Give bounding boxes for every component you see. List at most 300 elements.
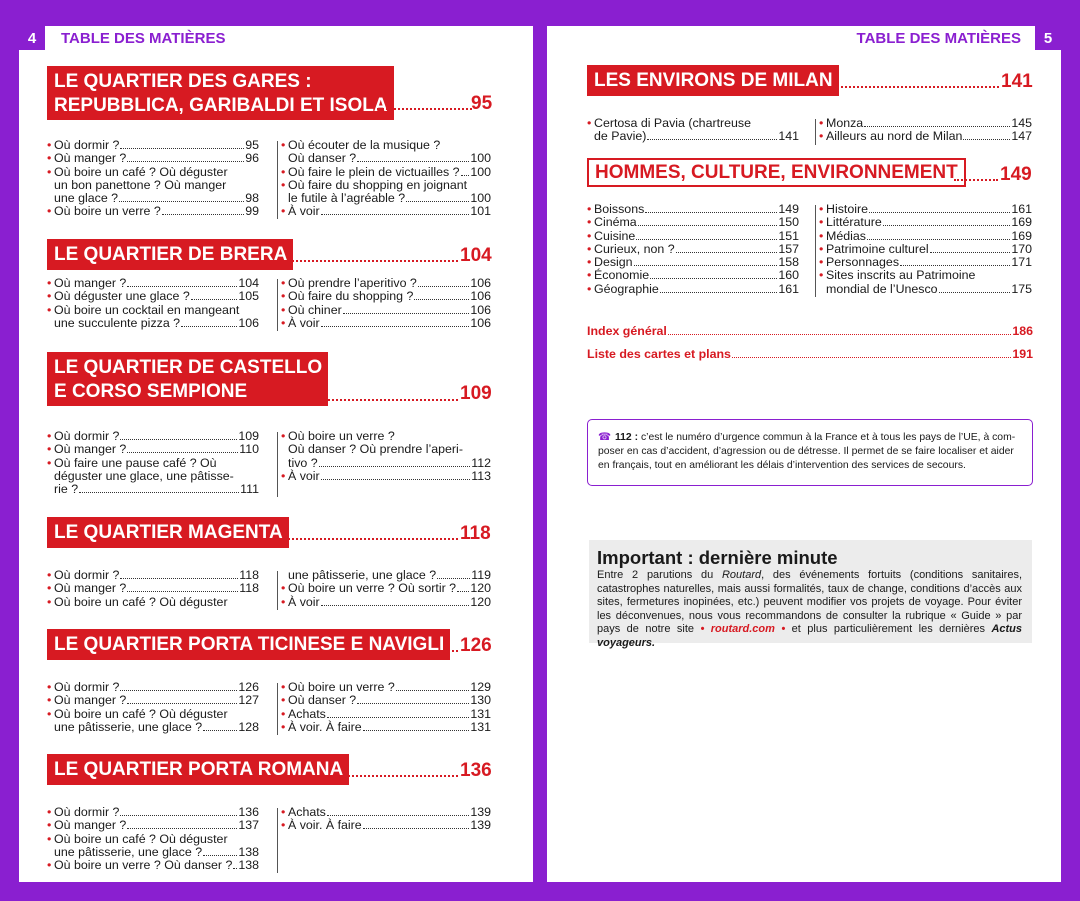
bullet: • — [47, 568, 52, 582]
entry-label: Économie — [594, 268, 650, 283]
column-divider — [277, 432, 278, 497]
column-divider — [277, 808, 278, 873]
section-title — [47, 66, 394, 120]
entry-label: Où dormir ? — [54, 805, 120, 819]
entry-label: Où danser ? Où prendre l’aperi- — [288, 442, 463, 457]
entry-label: Où manger ? — [54, 442, 127, 457]
bullet: • — [47, 680, 52, 694]
bullet: • — [819, 228, 824, 243]
toc-entry[interactable] — [47, 596, 259, 609]
dot-leader — [869, 212, 1010, 213]
bullet: • — [587, 202, 592, 216]
dot-leader — [335, 775, 458, 777]
toc-entry[interactable] — [281, 582, 491, 595]
entry-label: Géographie — [594, 281, 659, 296]
dot-leader — [120, 578, 238, 579]
dot-leader — [203, 730, 237, 731]
toc-entry[interactable] — [47, 317, 259, 330]
entry-label: Où manger ? — [54, 693, 127, 708]
entry-page: 145 — [1011, 116, 1032, 130]
entry-label: une pâtisserie, une glace ? — [288, 568, 437, 582]
toc-entry[interactable] — [281, 139, 491, 152]
bullet: • — [47, 151, 52, 166]
dot-leader — [120, 815, 237, 816]
bullet: • — [281, 276, 286, 290]
toc-entry[interactable] — [281, 152, 491, 165]
important-title: Important : dernière minute — [597, 547, 838, 568]
bullet: • — [47, 693, 52, 708]
toc-entry[interactable] — [587, 269, 799, 282]
bullet: • — [47, 138, 52, 152]
entry-label: déguster une glace, une pâtisse- — [54, 468, 234, 483]
toc-entry[interactable] — [281, 317, 491, 330]
bullet: • — [47, 276, 52, 290]
toc-entry[interactable] — [281, 596, 491, 609]
dot-leader — [321, 605, 470, 606]
bullet: • — [281, 680, 286, 694]
toc-entry[interactable] — [47, 166, 259, 179]
dot-leader — [343, 313, 470, 314]
entries-col-2 — [819, 117, 1032, 144]
emergency-number: 112 : — [614, 432, 639, 443]
toc-entry[interactable] — [819, 256, 1032, 269]
dot-leader — [127, 161, 244, 162]
emergency-text: c’est le numéro d’urgence commun à la France et à tous les pays de l’UE, à com- poser en cas d’accident, d’agression ou de détresse. Il permet de se faire localiser et aider en français, tout en améliorant les délais d’intervention des services de secours. — [598, 432, 1016, 471]
entry-page: 111 — [240, 482, 259, 497]
bullet: • — [819, 255, 824, 270]
toc-entry[interactable] — [47, 721, 259, 734]
entry-page: 161 — [778, 281, 799, 296]
dot-leader — [377, 108, 472, 110]
entries-col-1 — [47, 139, 259, 219]
toc-entry[interactable] — [587, 243, 799, 256]
entry-label: Où écouter de la musique ? — [288, 138, 441, 152]
toc-entry[interactable] — [47, 277, 259, 290]
entry-page: 96 — [245, 151, 259, 166]
entry-label: Cinéma — [594, 215, 637, 230]
entry-page: 100 — [470, 151, 491, 166]
dot-leader — [427, 650, 458, 652]
entry-label: Ailleurs au nord de Milan — [826, 129, 963, 144]
entries-col-2 — [281, 569, 491, 609]
entry-label: Où manger ? — [54, 151, 127, 166]
entry-label: Médias — [826, 228, 866, 243]
toc-entry[interactable] — [47, 152, 259, 165]
entry-label: Où manger ? — [54, 276, 127, 290]
actus-link[interactable]: Actus voyageurs. — [597, 623, 1022, 649]
toc-entry[interactable] — [281, 277, 491, 290]
entry-label: Où chiner — [288, 302, 342, 317]
entries-col-1 — [47, 569, 259, 609]
toc-entry[interactable] — [587, 283, 799, 296]
entry-page: 118 — [239, 568, 259, 582]
entry-page: 106 — [470, 289, 491, 304]
toc-entry[interactable] — [281, 430, 491, 443]
entry-label: Où manger ? — [54, 581, 127, 596]
toc-entry[interactable] — [281, 457, 491, 470]
toc-entry[interactable] — [47, 483, 259, 496]
entry-page: 128 — [238, 719, 259, 734]
entry-page: 100 — [470, 164, 491, 179]
entry-label: Monza — [826, 116, 864, 130]
entry-label: Curieux, non ? — [594, 241, 675, 256]
entry-page: 101 — [470, 204, 491, 219]
entry-page: 120 — [470, 581, 491, 596]
bullet: • — [819, 241, 824, 256]
entry-page: 150 — [778, 215, 799, 230]
toc-entry[interactable] — [819, 130, 1032, 143]
toc-entry[interactable] — [281, 819, 491, 832]
toc-entry[interactable] — [281, 470, 491, 483]
dot-leader — [867, 239, 1010, 240]
toc-entry[interactable] — [587, 203, 799, 216]
dot-leader — [275, 260, 458, 262]
toc-entry[interactable] — [281, 290, 491, 303]
toc-entry[interactable] — [47, 205, 259, 218]
entry-page: 149 — [778, 202, 799, 216]
entry-label: Où boire un verre ? — [54, 204, 161, 219]
entry-label: Où faire une pause café ? Où — [54, 455, 217, 470]
dot-leader — [321, 479, 471, 480]
important-text — [597, 569, 1022, 650]
dot-leader — [363, 730, 470, 731]
entry-label: Où boire un verre ? Où danser ? — [54, 858, 233, 873]
dot-leader — [311, 399, 458, 401]
bullet: • — [47, 858, 52, 873]
link-label: Liste des cartes et plans — [587, 347, 731, 361]
dot-leader — [127, 828, 237, 829]
entry-page: 147 — [1011, 129, 1032, 144]
bullet: • — [819, 268, 824, 283]
dot-leader — [636, 239, 777, 240]
bullet: • — [47, 302, 52, 317]
bullet: • — [281, 805, 286, 819]
link-label: Index général — [587, 324, 667, 338]
bullet: • — [281, 818, 286, 833]
toc-entry[interactable] — [587, 216, 799, 229]
toc-entry[interactable] — [819, 283, 1032, 296]
entry-label: Où boire un verre ? — [288, 680, 395, 694]
entry-label: Où manger ? — [54, 818, 127, 833]
phone-icon: ☎ — [598, 432, 611, 443]
entry-page: 100 — [470, 191, 491, 206]
toc-entry[interactable] — [819, 230, 1032, 243]
toc-entry[interactable] — [47, 859, 259, 872]
entry-page: 170 — [1011, 241, 1032, 256]
dot-leader — [327, 815, 469, 816]
entry-page: 99 — [245, 204, 259, 219]
bullet: • — [587, 241, 592, 256]
toc-entry[interactable] — [47, 457, 259, 470]
toc-entry[interactable] — [819, 243, 1032, 256]
dot-leader — [963, 139, 1010, 140]
entry-page: 109 — [238, 429, 259, 443]
entry-page: 118 — [239, 581, 259, 596]
bullet: • — [47, 706, 52, 721]
section-page: 104 — [460, 245, 492, 266]
toc-entry[interactable] — [47, 708, 259, 721]
toc-entry[interactable] — [47, 681, 259, 694]
entry-page: 129 — [470, 680, 491, 694]
dot-leader — [930, 252, 1011, 253]
toc-entry[interactable] — [281, 443, 491, 456]
toc-entry[interactable] — [281, 179, 491, 192]
entries-col-1 — [47, 430, 259, 496]
section-title: LE QUARTIER DE BRERA — [47, 239, 293, 270]
dot-leader — [939, 292, 1011, 293]
entry-label: À voir. À faire — [288, 719, 362, 734]
entry-page: 157 — [778, 241, 799, 256]
section-title: HOMMES, CULTURE, ENVIRONNEMENT — [587, 158, 966, 187]
entry-label: Cuisine — [594, 228, 636, 243]
column-divider — [277, 683, 278, 735]
dot-leader — [634, 265, 778, 266]
page-number: 5 — [1035, 26, 1061, 50]
section-page: 136 — [460, 760, 492, 781]
toc-entry[interactable] — [47, 192, 259, 205]
entry-page: 138 — [238, 858, 260, 873]
entry-label: de Pavie) — [594, 129, 647, 144]
entry-label: rie ? — [54, 482, 79, 497]
dot-leader — [120, 690, 237, 691]
entry-label: Achats — [288, 805, 326, 819]
bullet: • — [47, 164, 52, 179]
bullet: • — [819, 129, 824, 144]
entry-page: 131 — [470, 719, 491, 734]
right-page-header — [857, 26, 1061, 50]
toc-entry[interactable] — [47, 569, 259, 582]
bullet: • — [281, 138, 286, 152]
entry-page: 139 — [470, 818, 491, 833]
entry-page: 151 — [778, 228, 799, 243]
bullet: • — [587, 215, 592, 230]
entry-page: 131 — [470, 706, 491, 721]
dot-leader — [829, 86, 999, 88]
entry-label: Où danser ? — [288, 693, 357, 708]
section-title: LE QUARTIER PORTA TICINESE E NAVIGLI — [47, 629, 450, 660]
toc-entry[interactable] — [281, 304, 491, 317]
site-link[interactable]: • routard.com • — [700, 623, 786, 635]
entry-label: Où prendre l’aperitivo ? — [288, 276, 417, 290]
maps-list-link[interactable] — [587, 347, 1033, 361]
entry-page: 119 — [471, 568, 491, 582]
important-box — [589, 540, 1032, 649]
entry-label: une glace ? — [54, 191, 119, 206]
section-page: 126 — [460, 635, 492, 656]
dot-leader — [203, 855, 237, 856]
entry-label: Où danser ? — [288, 151, 357, 166]
bullet: • — [281, 302, 286, 317]
entry-label: Certosa di Pavia (chartreuse — [594, 116, 752, 130]
toc-entry[interactable] — [819, 216, 1032, 229]
index-link[interactable] — [587, 324, 1033, 338]
running-title: TABLE DES MATIÈRES — [856, 29, 1021, 47]
dot-leader — [406, 201, 469, 202]
toc-entry[interactable] — [819, 269, 1032, 282]
entry-page: 161 — [1011, 202, 1032, 216]
bullet: • — [281, 177, 286, 192]
text-part: , des événements fortuits (conditions sanitaires, catastrophes naturelles, mais aussi formalités, taux de change, conditions d’accès aux sites, fermetures inopinées, etc.) peuvent modifier vos projets de voyage. Pour éviter les déconvenues, nous vous recommandons de consulter la rubrique « Guide » par pays de notre site — [597, 569, 1022, 635]
toc-entry[interactable] — [47, 833, 259, 846]
toc-entry[interactable] — [47, 139, 259, 152]
entry-label: Où boire un café ? Où déguster — [54, 831, 228, 846]
toc-entry[interactable] — [587, 130, 799, 143]
toc-entry[interactable] — [47, 582, 259, 595]
bullet: • — [47, 289, 52, 304]
entry-page: 137 — [238, 818, 259, 833]
bullet: • — [281, 581, 286, 596]
entry-page: 139 — [470, 805, 491, 819]
section-page: 118 — [460, 523, 491, 544]
dot-leader — [900, 265, 1010, 266]
dot-leader — [864, 126, 1010, 127]
toc-entry[interactable] — [47, 290, 259, 303]
entries-col-2 — [281, 139, 491, 219]
section-page: 149 — [1000, 164, 1032, 185]
entry-label: À voir — [288, 204, 320, 219]
dot-leader — [457, 591, 469, 592]
toc-entry[interactable] — [47, 819, 259, 832]
entry-page: 138 — [238, 844, 259, 859]
entries-col-1 — [587, 203, 799, 296]
toc-entry[interactable] — [47, 470, 259, 483]
toc-entry[interactable] — [47, 806, 259, 819]
dot-leader — [645, 212, 777, 213]
toc-entry[interactable] — [47, 304, 259, 317]
toc-entry[interactable] — [47, 179, 259, 192]
bullet: • — [47, 581, 52, 596]
section-page: 141 — [1001, 71, 1033, 92]
dot-leader — [120, 148, 244, 149]
entry-label: tivo ? — [288, 455, 318, 470]
bullet: • — [587, 281, 592, 296]
entry-label: Où faire du shopping ? — [288, 289, 414, 304]
bullet: • — [819, 116, 824, 130]
entry-label: À voir — [288, 468, 320, 483]
entry-label: Littérature — [826, 215, 882, 230]
emergency-info-box — [587, 419, 1033, 486]
dot-leader — [127, 452, 238, 453]
text-part: Entre 2 parutions du — [597, 569, 722, 581]
entry-page: 106 — [238, 315, 259, 330]
entry-page: 106 — [470, 276, 491, 290]
dot-leader — [732, 357, 1011, 358]
column-divider — [277, 279, 278, 331]
dot-leader — [79, 492, 239, 493]
bullet: • — [281, 693, 286, 708]
entry-label: une succulente pizza ? — [54, 315, 181, 330]
entries-col-1 — [587, 117, 799, 144]
entry-page: 110 — [239, 442, 259, 457]
entry-label: Où déguster une glace ? — [54, 289, 190, 304]
page-number: 4 — [19, 26, 45, 50]
bullet: • — [281, 468, 286, 483]
toc-entry[interactable] — [281, 166, 491, 179]
dot-leader — [363, 828, 470, 829]
toc-entry[interactable] — [47, 430, 259, 443]
entry-page: 158 — [778, 255, 799, 270]
dot-leader — [162, 214, 244, 215]
toc-entry[interactable] — [819, 203, 1032, 216]
entry-label: Où faire du shopping en joignant — [288, 177, 468, 192]
toc-entry[interactable] — [281, 721, 491, 734]
entry-label: une pâtisserie, une glace ? — [54, 844, 203, 859]
section-title: LES ENVIRONS DE MILAN — [587, 65, 839, 96]
section-title — [47, 352, 328, 406]
section-title: LE QUARTIER MAGENTA — [47, 517, 289, 548]
toc-entry[interactable] — [281, 569, 491, 582]
entry-label: Où dormir ? — [54, 429, 120, 443]
bullet: • — [47, 818, 52, 833]
dot-leader — [954, 179, 998, 181]
bullet: • — [587, 255, 592, 270]
dot-leader — [191, 299, 238, 300]
toc-entry[interactable] — [47, 846, 259, 859]
dot-leader — [321, 326, 470, 327]
link-page: 186 — [1012, 324, 1033, 338]
dot-leader — [437, 578, 470, 579]
entry-label: Où boire un café ? Où déguster — [54, 164, 228, 179]
toc-entry[interactable] — [281, 205, 491, 218]
entry-label: Sites inscrits au Patrimoine — [826, 268, 976, 283]
entry-page: 141 — [778, 129, 799, 144]
bullet: • — [47, 204, 52, 219]
entry-label: mondial de l’Unesco — [826, 281, 938, 296]
toc-entry[interactable] — [587, 117, 799, 130]
entry-page: 169 — [1011, 215, 1032, 230]
entry-page: 127 — [238, 693, 259, 708]
entry-label: Où dormir ? — [54, 680, 120, 694]
toc-entry[interactable] — [47, 443, 259, 456]
toc-entry[interactable] — [281, 681, 491, 694]
toc-entry[interactable] — [819, 117, 1032, 130]
dot-leader — [357, 703, 469, 704]
entry-page: 98 — [245, 191, 259, 206]
entry-label: Où dormir ? — [54, 138, 120, 152]
entries-col-2 — [281, 277, 491, 330]
bullet: • — [281, 719, 286, 734]
dot-leader — [327, 717, 469, 718]
left-page-header — [19, 26, 225, 50]
toc-entry[interactable] — [281, 694, 491, 707]
toc-entry[interactable] — [587, 230, 799, 243]
entry-label: une pâtisserie, une glace ? — [54, 719, 203, 734]
entry-label: Où boire un café ? Où déguster — [54, 594, 228, 609]
entry-page: 106 — [470, 315, 491, 330]
toc-entry[interactable] — [47, 694, 259, 707]
entry-label: Patrimoine culturel — [826, 241, 929, 256]
entries-col-1 — [47, 277, 259, 330]
link-page: 191 — [1012, 347, 1033, 361]
dot-leader — [357, 161, 469, 162]
dot-leader — [127, 591, 238, 592]
text-part: Routard — [721, 569, 762, 581]
dot-leader — [319, 466, 471, 467]
entry-label: Où boire un café ? Où déguster — [54, 706, 228, 721]
bullet: • — [47, 429, 52, 443]
dot-leader — [668, 334, 1011, 335]
toc-entry[interactable] — [281, 708, 491, 721]
entry-label: Où dormir ? — [54, 568, 120, 582]
entry-page: 130 — [470, 693, 491, 708]
section-page: 109 — [460, 383, 492, 404]
dot-leader — [883, 225, 1011, 226]
bullet: • — [47, 831, 52, 846]
dot-leader — [650, 278, 777, 279]
bullet: • — [47, 455, 52, 470]
entry-page: 136 — [238, 805, 259, 819]
entry-page: 112 — [471, 455, 491, 470]
